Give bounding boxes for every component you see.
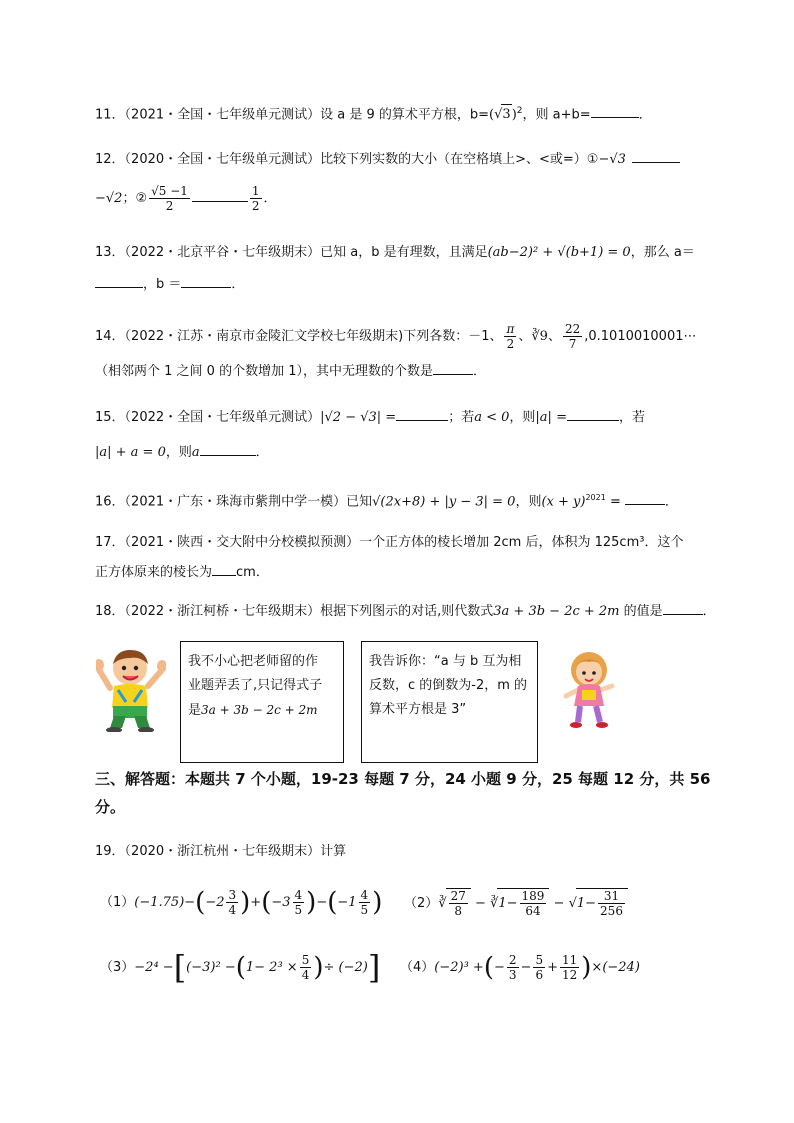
question-17 [95, 533, 683, 553]
op: − [470, 896, 491, 911]
q16-eq: = [605, 494, 621, 510]
question-18 [95, 600, 716, 622]
q12-half [250, 184, 262, 213]
q11-radical: √3 [494, 107, 512, 122]
mixed-frac [359, 888, 371, 917]
op: − [316, 895, 328, 910]
question-19 [95, 842, 346, 862]
question-14: 14．（2022・江苏・南京市金陵汇文学校七年级期末)下列各数：－1、 $\frac{\pi}{2}$ 、∛9、 $\frac{22}{7}$ ,0.1010010001⋯ [95, 322, 697, 351]
answer-blank[interactable] [200, 441, 256, 456]
one: 1− [576, 896, 597, 911]
q19-part-2 [404, 888, 628, 918]
frac-den: 12 [561, 968, 578, 982]
q18-mid: 的值是 [619, 604, 663, 619]
dialog-left-text: 是 [188, 703, 202, 718]
answer-blank[interactable] [181, 273, 231, 288]
q19-p3-b: (−3)² − [186, 960, 236, 975]
q16-power-expr: (x + y) [541, 494, 586, 510]
frac [533, 953, 545, 982]
q16-exp: 2021 [585, 493, 606, 502]
q18-expr: 3a + 3b − 2c + 2m [493, 604, 620, 619]
paren: ) [313, 952, 324, 983]
q15-abs-expr: |√2 − √3| = [320, 410, 397, 425]
q19-title: 19．（2020・浙江杭州・七年级期末）计算 [95, 844, 347, 859]
frac-num: 4 [294, 888, 303, 902]
frac-num: 2 [508, 953, 517, 967]
q12-end: ． [263, 191, 277, 206]
q14-frac [563, 322, 582, 351]
q15-cond: a < 0 [474, 410, 510, 425]
radicand [576, 888, 628, 918]
q17-text: 17．（2021・陕西・交大附中分校模拟预测）一个正方体的棱长增加 2cm 后，体积为 125cm³．这个 [95, 535, 684, 550]
q16-expr: √(2x+8) + |y − 3| = 0 [372, 494, 516, 510]
q12-text2: ；② [122, 191, 148, 206]
q13-mid: ，b ＝ [143, 277, 182, 292]
frac-num: 4 [360, 888, 369, 902]
q15-expr2: |a| + a = 0 [95, 445, 166, 460]
q15-text: 15．（2022・全国・七年级单元测试） [95, 410, 321, 425]
q11-power: 2 [516, 106, 523, 116]
radicand [497, 888, 549, 918]
q19-p2-label: （2） [404, 896, 439, 911]
frac-den: 7 [568, 337, 577, 351]
q11-mid: ，则 a+b= [522, 107, 591, 123]
paren: ) [306, 887, 317, 918]
q19-p3-label: （3） [100, 960, 135, 975]
frac-den: 2 [165, 199, 174, 213]
dialog-right-line: 反数，c 的倒数为-2，m 的 [369, 678, 528, 693]
answer-blank[interactable] [95, 273, 143, 288]
frac [300, 953, 312, 982]
q19-p3-d: ÷ (−2) [323, 960, 368, 975]
answer-blank[interactable] [433, 360, 473, 375]
q18-end: ． [702, 604, 716, 619]
paren: ( [235, 952, 246, 983]
dialog-left-line [188, 698, 337, 723]
answer-blank[interactable] [396, 406, 448, 421]
frac-num: 27 [450, 889, 466, 903]
section-heading-line1: 三、解答题：本题共 7 个小题，19-23 每题 7 分，24 小题 9 分，25 每题 12 分，共 56 [95, 770, 711, 788]
q15-mid3: ，若 [618, 410, 645, 425]
frac-den: 5 [294, 903, 303, 917]
q19-part-4 [400, 953, 640, 982]
q17-unit: cm． [236, 565, 269, 580]
op: − [520, 960, 532, 975]
frac-den: 3 [508, 968, 517, 982]
q15-abs-a: |a| = [535, 410, 567, 425]
q16-mid: ，则 [515, 494, 542, 510]
paren: ( [483, 952, 494, 983]
dialog-right-line: 算术平方根是 3” [369, 702, 467, 717]
answer-blank[interactable] [591, 103, 639, 118]
mixed-int: −3 [271, 895, 291, 910]
frac-den: 4 [228, 903, 237, 917]
frac-num: 1 [251, 184, 260, 198]
q19-p1-a: (−1.75)− [134, 895, 196, 910]
question-15-line2 [95, 441, 269, 463]
answer-blank[interactable] [663, 600, 703, 615]
q11-end: ． [638, 107, 652, 123]
q16-end: ． [664, 494, 678, 510]
mixed-frac [293, 888, 305, 917]
q19-p1-label: （1） [100, 895, 135, 910]
dialog-right-line: 我告诉你：“a 与 b 互为相 [369, 654, 522, 669]
answer-blank[interactable] [212, 561, 236, 576]
cbrt-sign: ∛ [438, 896, 447, 911]
frac-den: 6 [535, 968, 544, 982]
frac-den: 2 [251, 199, 260, 213]
frac [449, 889, 468, 918]
q12-expr2: −√2 [95, 191, 123, 206]
frac-num: 31 [598, 889, 625, 904]
q14-end: ． [472, 364, 486, 379]
girl-illustration [560, 650, 618, 730]
section-heading [95, 767, 710, 819]
question-16 [95, 488, 678, 512]
q16-text: 16．（2021・广东・珠海市紫荆中学一模）已知 [95, 494, 373, 510]
q14-decimal: ,0.1010010001⋯ [584, 329, 697, 344]
answer-blank[interactable] [567, 406, 619, 421]
q12-expr: −√3 [598, 152, 626, 167]
q19-part-1 [100, 888, 382, 917]
bracket: ] [367, 948, 381, 987]
answer-blank[interactable] [625, 490, 665, 505]
q11-paren: ( [489, 107, 495, 123]
paren: ) [581, 952, 592, 983]
frac [560, 953, 579, 982]
paren: ( [327, 887, 338, 918]
op: − [549, 896, 569, 911]
radicand [446, 888, 471, 918]
question-14-line2 [95, 360, 486, 382]
frac-den: 5 [360, 903, 369, 917]
op: − [493, 960, 505, 975]
question-13 [95, 243, 695, 263]
q19-p4-b: ×(−24) [591, 960, 640, 975]
q15-end: ． [255, 445, 269, 460]
q14-text2: （相邻两个 1 之间 0 的个数增加 1），其中无理数的个数是 [95, 364, 433, 379]
q11-radicand: 3 [501, 104, 511, 125]
section-heading-line2: 分。 [95, 798, 126, 816]
q12-fraction [149, 184, 190, 213]
q19-p4-a: (−2)³ + [434, 960, 484, 975]
dialog-left-expr: 3a + 3b − 2c + 2m [201, 703, 318, 717]
dialog-box-left [180, 641, 344, 763]
frac-den: 64 [525, 904, 541, 918]
frac-den: 256 [600, 904, 623, 918]
dialog-left-line: 我不小心把老师留的作 [188, 654, 319, 669]
q19-part-3 [100, 948, 381, 987]
frac [598, 889, 625, 918]
mixed-int: −2 [205, 895, 225, 910]
dialog-left-line: 业题弄丢了,只记得式子 [188, 678, 323, 693]
answer-blank[interactable] [632, 148, 680, 163]
op: + [250, 895, 262, 910]
frac [507, 953, 519, 982]
paren: ( [261, 887, 272, 918]
question-12-line2 [95, 184, 277, 213]
q19-p3-a: −2⁴ − [134, 960, 174, 975]
frac-den: 4 [301, 968, 310, 982]
frac-num: 3 [228, 888, 237, 902]
question-12 [95, 148, 680, 170]
q15-mid1: ；若 [448, 410, 475, 425]
frac-num: 5 [535, 953, 544, 967]
q14-cbrt: ∛9 [531, 329, 548, 344]
sqrt-sign: √ [568, 896, 577, 911]
cbrt-sign: ∛ [490, 896, 499, 911]
question-11 [95, 101, 652, 125]
mixed-int: −1 [337, 895, 357, 910]
q19-p3-c: 1− 2³ × [245, 960, 298, 975]
mixed-frac [226, 888, 238, 917]
q13-tail: ，那么 a＝ [630, 245, 695, 260]
q13-text: 13．（2022・北京平谷・七年级期末）已知 a，b 是有理数，且满足 [95, 245, 488, 260]
q17-text2: 正方体原来的棱长为 [95, 565, 213, 580]
frac-den: 2 [506, 337, 515, 351]
q14-pi-frac [504, 322, 516, 351]
question-15 [95, 406, 645, 428]
q11-paren-close: ) [511, 107, 517, 123]
q11-text: 11．（2021・全国・七年级单元测试）设 a 是 9 的算术平方根，b= [95, 107, 490, 123]
q15-mid2: ，则 [509, 410, 536, 425]
frac-num: 5 [301, 953, 310, 967]
frac-num: 189 [521, 889, 545, 903]
bracket: [ [173, 948, 187, 987]
question-17-line2 [95, 561, 269, 583]
q18-text: 18．（2022・浙江柯桥・七年级期末）根据下列图示的对话,则代数式 [95, 604, 494, 619]
op: + [547, 960, 558, 975]
frac-num: π [506, 322, 515, 336]
q19-p4-label: （4） [400, 960, 435, 975]
paren: ) [240, 887, 251, 918]
q14-text: 14．（2022・江苏・南京市金陵汇文学校七年级期末)下列各数：－1、 [95, 329, 503, 344]
frac [520, 889, 547, 918]
frac-num: 11 [561, 953, 578, 967]
paren: ) [372, 887, 383, 918]
dialog-box-right [361, 641, 538, 763]
boy-illustration [96, 646, 166, 732]
question-13-line2 [95, 273, 244, 295]
answer-blank[interactable] [192, 187, 248, 202]
q15-var: a [191, 445, 200, 460]
frac-num: 22 [564, 322, 581, 336]
q15-mid4: ，则 [165, 445, 192, 460]
frac-num: √5 −1 [151, 184, 188, 198]
paren: ( [195, 887, 206, 918]
frac-den: 8 [454, 904, 463, 918]
q12-text: 12．（2020・全国・七年级单元测试）比较下列实数的大小（在空格填上>、<或=）① [95, 152, 599, 167]
q13-end: ． [231, 277, 245, 292]
q13-expr: (ab−2)² + √(b+1) = 0 [487, 245, 631, 260]
one: 1− [498, 896, 518, 911]
